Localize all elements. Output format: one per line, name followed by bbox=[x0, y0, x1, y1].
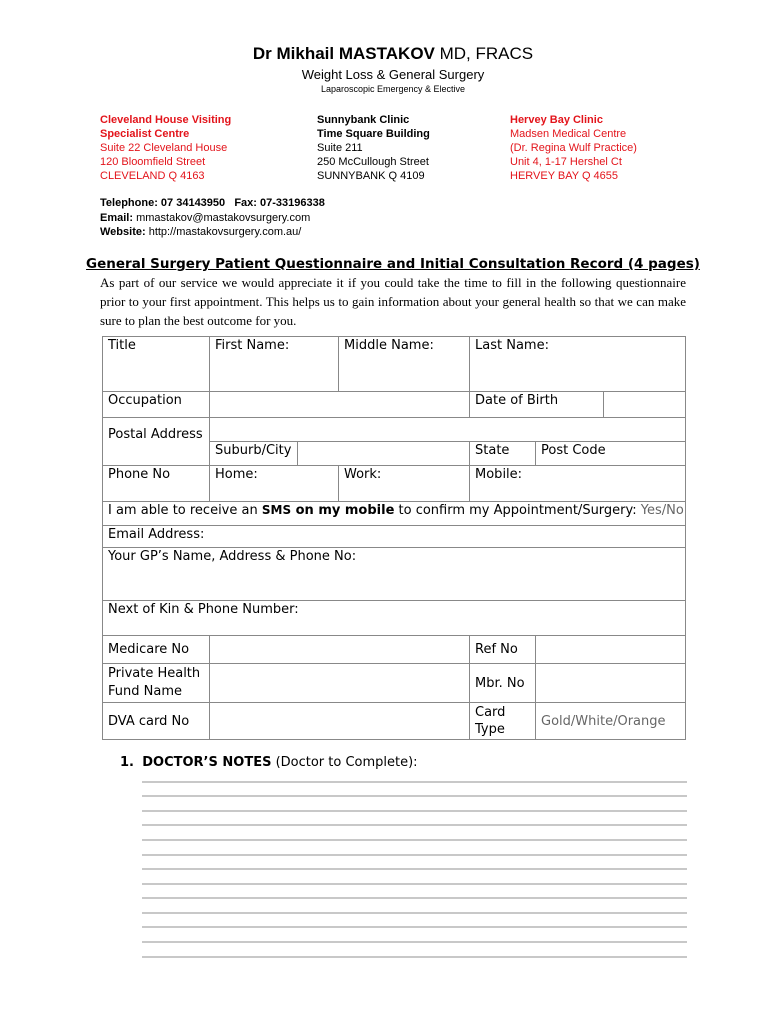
specialty: Weight Loss & General Surgery bbox=[301, 67, 485, 82]
clinic-cleveland bbox=[100, 113, 231, 183]
clinic-address: (Dr. Regina Wulf Practice) bbox=[510, 142, 637, 154]
clinic-address: Suite 22 Cleveland House bbox=[100, 142, 228, 154]
clinic-name: Cleveland House Visiting bbox=[100, 114, 232, 126]
medicare-label: Medicare No bbox=[103, 636, 210, 664]
clinic-name: Hervey Bay Clinic bbox=[510, 114, 603, 126]
notes-line[interactable] bbox=[142, 897, 687, 899]
notes-line[interactable] bbox=[142, 941, 687, 943]
dob-label: Date of Birth bbox=[470, 392, 604, 418]
ref-label: Ref No bbox=[470, 636, 536, 664]
clinic-address: CLEVELAND Q 4163 bbox=[100, 170, 205, 182]
notes-line[interactable] bbox=[142, 883, 687, 885]
ref-field[interactable] bbox=[536, 636, 686, 664]
email-address-field[interactable]: Email Address: bbox=[103, 526, 686, 548]
clinic-address: Suite 211 bbox=[317, 142, 363, 154]
postal-address-label: Postal Address bbox=[103, 418, 210, 466]
clinic-address: 120 Bloomfield Street bbox=[100, 156, 206, 168]
next-of-kin-field[interactable]: Next of Kin & Phone Number: bbox=[103, 601, 686, 636]
medicare-field[interactable] bbox=[210, 636, 470, 664]
occupation-field[interactable] bbox=[210, 392, 470, 418]
notes-line[interactable] bbox=[142, 912, 687, 914]
doctor-name: Dr Mikhail MASTAKOV MD, FRACS bbox=[252, 44, 534, 63]
occupation-label: Occupation bbox=[103, 392, 210, 418]
card-type-field[interactable]: Gold/White/Orange bbox=[536, 703, 686, 740]
private-health-field[interactable] bbox=[210, 664, 470, 703]
mbr-label: Mbr. No bbox=[470, 664, 536, 703]
state-field[interactable]: State bbox=[470, 442, 536, 466]
notes-line[interactable] bbox=[142, 956, 687, 958]
notes-line[interactable] bbox=[142, 854, 687, 856]
clinic-name-2: Time Square Building bbox=[317, 128, 430, 140]
contact-block bbox=[100, 196, 325, 240]
dob-field[interactable] bbox=[604, 392, 686, 418]
notes-line[interactable] bbox=[142, 824, 687, 826]
website-link[interactable]: http://mastakovsurgery.com.au/ bbox=[148, 226, 302, 238]
clinic-sunnybank bbox=[317, 113, 430, 183]
clinic-address: HERVEY BAY Q 4655 bbox=[510, 170, 619, 182]
clinic-address: SUNNYBANK Q 4109 bbox=[317, 170, 425, 182]
mbr-field[interactable] bbox=[536, 664, 686, 703]
doctors-notes-heading: 1. DOCTOR’S NOTES (Doctor to Complete): bbox=[120, 755, 418, 770]
post-code-field[interactable]: Post Code bbox=[536, 442, 686, 466]
clinic-name: Sunnybank Clinic bbox=[317, 114, 410, 126]
document-title: General Surgery Patient Questionnaire and Initial Consultation Record (4 pages) bbox=[86, 256, 700, 272]
private-health-label: Private Health Fund Name bbox=[103, 664, 210, 703]
patient-details-form bbox=[102, 336, 686, 740]
email-link[interactable]: mmastakov@mastakovsurgery.com bbox=[136, 211, 311, 224]
notes-line[interactable] bbox=[142, 781, 687, 783]
clinic-address: 250 McCullough Street bbox=[317, 156, 429, 168]
work-phone-field[interactable]: Work: bbox=[339, 466, 470, 502]
notes-line[interactable] bbox=[142, 839, 687, 841]
telephone-line: Telephone: 07 34143950 Fax: 07-33196338 bbox=[100, 197, 325, 209]
postal-address-field[interactable] bbox=[210, 418, 686, 442]
notes-line[interactable] bbox=[142, 868, 687, 870]
title-field[interactable]: Title bbox=[103, 337, 210, 392]
clinic-hervey-bay bbox=[510, 113, 637, 183]
clinic-address: Unit 4, 1-17 Hershel Ct bbox=[510, 156, 622, 168]
middle-name-field[interactable]: Middle Name: bbox=[339, 337, 470, 392]
mobile-phone-field[interactable]: Mobile: bbox=[470, 466, 686, 502]
last-name-field[interactable]: Last Name: bbox=[470, 337, 686, 392]
intro-paragraph: As part of our service we would appreciate it if you could take the time to fill in the following questionnaire prior to your first appointment. This helps us to gain information about your general health so that we can make sure to plan the best outcome for you. bbox=[100, 275, 686, 328]
suburb-label: Suburb/City bbox=[210, 442, 298, 466]
first-name-field[interactable]: First Name: bbox=[210, 337, 339, 392]
notes-line[interactable] bbox=[142, 926, 687, 928]
notes-line[interactable] bbox=[142, 795, 687, 797]
clinic-name-2: Specialist Centre bbox=[100, 128, 190, 140]
sms-yes-no-option[interactable]: Yes/No bbox=[640, 503, 684, 518]
sms-consent-field[interactable]: I am able to receive an SMS on my mobile to confirm my Appointment/Surgery: Yes/No bbox=[103, 502, 686, 526]
gp-details-field[interactable]: Your GP’s Name, Address & Phone No: bbox=[103, 548, 686, 601]
subtitle: Laparoscopic Emergency & Elective bbox=[320, 84, 466, 94]
website-line: Website: http://mastakovsurgery.com.au/ bbox=[100, 226, 302, 238]
home-phone-field[interactable]: Home: bbox=[210, 466, 339, 502]
card-type-label: Card Type bbox=[470, 703, 536, 740]
suburb-field[interactable] bbox=[298, 442, 470, 466]
notes-line[interactable] bbox=[142, 810, 687, 812]
email-line: Email: mmastakov@mastakovsurgery.com bbox=[100, 211, 311, 224]
clinic-address: Madsen Medical Centre bbox=[510, 128, 627, 140]
dva-field[interactable] bbox=[210, 703, 470, 740]
phone-label: Phone No bbox=[103, 466, 210, 502]
dva-label: DVA card No bbox=[103, 703, 210, 740]
